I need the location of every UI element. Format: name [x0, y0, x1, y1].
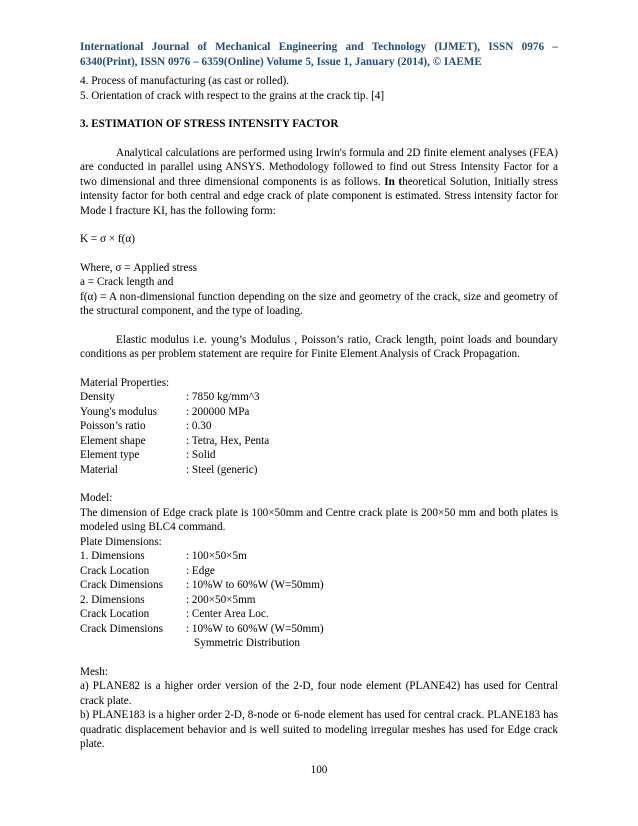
plate-row: 1. Dimensions : 100×50×5m — [80, 550, 247, 562]
formula: K = σ × f(α) — [80, 233, 135, 245]
plate-table — [80, 549, 558, 651]
material-row: Poisson’s ratio : 0.30 — [80, 420, 212, 432]
material-row: Element shape : Tetra, Hex, Penta — [80, 434, 270, 447]
mesh-item-a: a) PLANE82 is a higher order version of the 2-D, four node element (PLANE42) has used for Central crack plate. — [80, 680, 558, 707]
plate-row: Crack Dimensions : 10%W to 60%W (W=50mm) — [80, 622, 324, 635]
header-line-2: 6340(Print), ISSN 0976 – 6359(Online) Volume 5, Issue 1, January (2014), © IAEME — [80, 56, 482, 68]
plate-row: Crack Location : Center Area Loc. — [80, 608, 269, 620]
material-title: Material Properties: — [80, 376, 170, 389]
where-line-3: f(α) = A non-dimensional function depending on the size and geometry of the crack, size and geometry of the structural component, and the type of loading. — [80, 290, 558, 317]
page-body — [80, 40, 558, 752]
plate-row: Crack Location : Edge — [80, 564, 215, 577]
where-line-1: Where, σ = Applied stress — [80, 261, 198, 274]
section-heading: 3. ESTIMATION OF STRESS INTENSITY FACTOR — [80, 118, 339, 130]
plate-dimensions-title: Plate Dimensions: — [80, 535, 162, 548]
material-row: Density : 7850 kg/mm^3 — [80, 391, 260, 403]
model-title: Model: — [80, 492, 113, 504]
where-line-2: a = Crack length and — [80, 276, 174, 288]
material-row: Material : Steel (generic) — [80, 463, 258, 476]
plate-row: 2. Dimensions : 200×50×5mm — [80, 593, 256, 606]
list-item-4: 4. Process of manufacturing (as cast or rolled). — [80, 75, 290, 87]
mesh-title: Mesh: — [80, 665, 108, 678]
paragraph-elastic: Elastic modulus i.e. young’s Modulus , Poisson’s ratio, Crack length, point loads and boundary conditions as per problem statement are require for Finite Element Analysis of Crack Propagation. — [80, 333, 558, 360]
model-text: The dimension of Edge crack plate is 100×50mm and Centre crack plate is 200×50 mm and both plates is modeled using BLC4 command. — [80, 506, 558, 533]
plate-row: Crack Dimensions : 10%W to 60%W (W=50mm) — [80, 579, 324, 591]
journal-header — [80, 40, 558, 70]
symmetric-distribution: Symmetric Distribution — [194, 637, 300, 649]
paragraph-analytical: Analytical calculations are performed using Irwin's formula and 2D finite element analyses (FEA) are conducted in parallel using ANSYS. Methodology followed to find out Stress Intensity Factor for a two dimensional and three dimensional components is as follows. In theoretical Solution, Initially stress intensity factor for both central and edge crack of plate component is estimated. Stress intensity factor for Mode I fracture KI, has the following form: — [80, 146, 559, 217]
list-item-5: 5. Orientation of crack with respect to the grains at the crack tip. [4] — [80, 89, 385, 102]
material-table — [80, 390, 558, 477]
page-number: 100 — [310, 764, 328, 776]
material-row: Young's modulus : 200000 MPa — [80, 405, 250, 418]
mesh-item-b: b) PLANE183 is a higher order 2-D, 8-node or 6-node element has used for central crack. PLANE183 has quadratic displacement behavior and is well suited to modeling irregular meshes has used for Edge crack plate. — [80, 709, 558, 750]
header-line-1: International Journal of Mechanical Engineering and Technology (IJMET), ISSN 0976 – — [80, 41, 558, 53]
material-row: Element type : Solid — [80, 449, 216, 461]
